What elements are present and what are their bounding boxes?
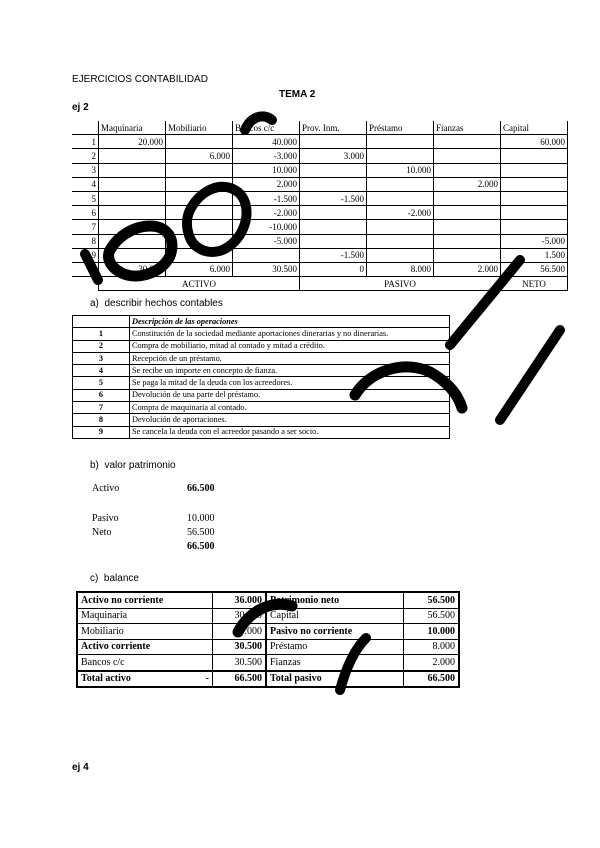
ledger-cell — [434, 206, 501, 220]
ledger-cell — [300, 234, 367, 248]
ledger-row — [72, 135, 568, 149]
ledger-row-number: 1 — [72, 135, 99, 149]
ledger-cell: 2.000 — [233, 177, 300, 191]
section-a-title: describir hechos contables — [104, 298, 223, 309]
ledger-cell — [367, 220, 434, 234]
balance-asset-label — [77, 592, 213, 608]
operation-number: 6 — [73, 389, 130, 401]
ledger-cell: 10.000 — [99, 220, 166, 234]
ledger-column-header: Préstamo — [367, 121, 434, 135]
ledger-row — [72, 206, 568, 220]
exercise-label: ej 2 — [72, 102, 89, 113]
ledger-table — [72, 121, 568, 291]
balance-asset-label-text: Bancos c/c — [81, 656, 125, 668]
operations-header-blank — [73, 316, 130, 328]
patrimonio-total-value: 66.500 — [187, 541, 215, 552]
operation-number: 3 — [73, 352, 130, 364]
ledger-cell: -1.500 — [233, 191, 300, 205]
operation-row — [73, 328, 450, 340]
ledger-cell — [434, 191, 501, 205]
patrimonio-neto-label: Neto — [92, 527, 112, 538]
patrimonio-pasivo-label: Pasivo — [92, 513, 119, 524]
ledger-group-pasivo: PASIVO — [300, 277, 501, 291]
balance-asset-value: 30.500 — [213, 639, 267, 655]
balance-asset-label — [77, 608, 213, 624]
ledger-row-number: 9 — [72, 248, 99, 262]
ledger-row-number: 2 — [72, 149, 99, 163]
ledger-cell — [233, 248, 300, 262]
ledger-cell: -10.000 — [233, 220, 300, 234]
ledger-cell: 20.000 — [99, 135, 166, 149]
ledger-total-cell: 2.000 — [434, 262, 501, 276]
operation-description: Se recibe un importe en concepto de fianza. — [130, 365, 450, 377]
ledger-column-header: Maquinaria — [99, 121, 166, 135]
operation-number: 1 — [73, 328, 130, 340]
operation-row — [73, 402, 450, 414]
ledger-row — [72, 149, 568, 163]
patrimonio-pasivo-value: 10.000 — [187, 513, 215, 524]
ledger-cell: -1.500 — [300, 248, 367, 262]
balance-asset-value: 66.500 — [213, 671, 267, 688]
ledger-cell: 10.000 — [233, 163, 300, 177]
ledger-cell — [434, 149, 501, 163]
balance-asset-label — [77, 655, 213, 671]
operation-description: Recepción de un préstamo. — [130, 352, 450, 364]
ledger-cell — [501, 206, 568, 220]
section-c-title: balance — [103, 573, 139, 584]
operation-number: 4 — [73, 365, 130, 377]
balance-asset-label — [77, 639, 213, 655]
ledger-cell: 3.000 — [300, 149, 367, 163]
ledger-cell — [300, 220, 367, 234]
ledger-cell — [99, 191, 166, 205]
section-c-label: c) — [90, 573, 99, 584]
ledger-groups-blank — [72, 277, 99, 291]
patrimonio-activo-value: 66.500 — [187, 483, 215, 494]
balance-liability-label: Total pasivo — [266, 671, 404, 688]
ledger-cell — [99, 234, 166, 248]
section-title: TEMA 2 — [279, 89, 316, 100]
ledger-cell — [434, 135, 501, 149]
operation-number: 7 — [73, 402, 130, 414]
ledger-cell — [501, 177, 568, 191]
ledger-total-cell: 6.000 — [166, 262, 233, 276]
balance-liability-value: 10.000 — [404, 624, 460, 640]
section-a-label: a) — [90, 298, 99, 309]
ledger-cell — [300, 135, 367, 149]
operation-row — [73, 377, 450, 389]
ledger-row-number: 8 — [72, 234, 99, 248]
ledger-total-cell: 8.000 — [367, 262, 434, 276]
ledger-corner-cell — [72, 121, 99, 135]
balance-asset-label — [77, 624, 213, 640]
balance-liability-label: Patrimonio neto — [266, 592, 404, 608]
ledger-row — [72, 220, 568, 234]
operation-description: Se paga la mitad de la deuda con los acreedores. — [130, 377, 450, 389]
ledger-row — [72, 163, 568, 177]
operation-row — [73, 365, 450, 377]
ledger-cell: -2.000 — [367, 206, 434, 220]
ledger-total-cell: 0 — [300, 262, 367, 276]
ledger-cell — [166, 220, 233, 234]
ledger-cell: -5.000 — [501, 234, 568, 248]
balance-liability-value: 56.500 — [404, 608, 460, 624]
ledger-cell — [300, 163, 367, 177]
ledger-group-neto: NETO — [501, 277, 568, 291]
balance-liability-value: 8.000 — [404, 639, 460, 655]
ledger-cell — [434, 248, 501, 262]
ledger-cell — [367, 149, 434, 163]
operation-row — [73, 352, 450, 364]
ledger-cell: -1.500 — [300, 191, 367, 205]
balance-asset-value: 36.000 — [213, 592, 267, 608]
ledger-cell — [99, 163, 166, 177]
operation-row — [73, 389, 450, 401]
ledger-cell: 1.500 — [501, 248, 568, 262]
ledger-cell — [367, 234, 434, 248]
ledger-cell — [166, 248, 233, 262]
ledger-row-number: 5 — [72, 191, 99, 205]
balance-asset-label-text: Activo corriente — [81, 641, 151, 653]
balance-asset-label-text: Mobiliario — [81, 625, 124, 637]
ledger-total-cell: 30.500 — [233, 262, 300, 276]
ledger-cell: 2.000 — [434, 177, 501, 191]
ledger-cell — [501, 220, 568, 234]
ledger-cell: 6.000 — [166, 149, 233, 163]
operations-header-row — [73, 316, 450, 328]
balance-asset-value: 30.500 — [213, 655, 267, 671]
ledger-cell — [166, 177, 233, 191]
ledger-cell — [166, 135, 233, 149]
watermark-stroke — [500, 330, 560, 420]
ledger-cell: 10.000 — [367, 163, 434, 177]
balance-liability-label: Capital — [266, 608, 404, 624]
balance-liability-value: 56.500 — [404, 592, 460, 608]
ledger-column-header: Fianzas — [434, 121, 501, 135]
operation-description: Devolución de una parte del préstamo. — [130, 389, 450, 401]
ledger-cell — [367, 191, 434, 205]
ledger-group-activo: ACTIVO — [99, 277, 300, 291]
ledger-cell — [300, 177, 367, 191]
section-a-heading — [90, 298, 223, 309]
ledger-row — [72, 234, 568, 248]
ledger-cell — [166, 163, 233, 177]
balance-liability-value: 2.000 — [404, 655, 460, 671]
ledger-cell — [367, 135, 434, 149]
balance-row — [77, 671, 459, 688]
section-c-heading — [90, 573, 139, 584]
ledger-total-cell: 30.000 — [99, 262, 166, 276]
ledger-column-header: Capital — [501, 121, 568, 135]
operation-description: Constitución de la sociedad mediante aportaciones dinerarias y no dinerarias. — [130, 328, 450, 340]
balance-row — [77, 639, 459, 655]
ledger-header-row — [72, 121, 568, 135]
ledger-column-header: Bancos c/c — [233, 121, 300, 135]
balance-table — [76, 591, 460, 688]
balance-asset-label — [77, 671, 213, 688]
ledger-cell — [434, 234, 501, 248]
ledger-cell — [434, 163, 501, 177]
ledger-cell: -2.000 — [233, 206, 300, 220]
balance-row — [77, 655, 459, 671]
balance-row — [77, 608, 459, 624]
balance-liability-label: Préstamo — [266, 639, 404, 655]
ledger-column-header: Mobiliario — [166, 121, 233, 135]
ledger-cell — [99, 149, 166, 163]
operations-table — [72, 315, 450, 439]
ledger-cell — [367, 248, 434, 262]
ledger-cell — [501, 149, 568, 163]
operations-header: Descripción de las operaciones — [130, 316, 450, 328]
ledger-cell: 60.000 — [501, 135, 568, 149]
ledger-cell — [434, 220, 501, 234]
balance-liability-label: Pasivo no corriente — [266, 624, 404, 640]
ledger-cell — [99, 248, 166, 262]
operation-description: Compra de maquinaria al contado. — [130, 402, 450, 414]
patrimonio-activo-label: Activo — [92, 483, 120, 494]
ledger-cell — [501, 191, 568, 205]
patrimonio-neto-value: 56.500 — [187, 527, 215, 538]
ledger-cell — [99, 206, 166, 220]
balance-asset-label-text: Activo no corriente — [81, 594, 164, 606]
balance-row — [77, 624, 459, 640]
operation-row — [73, 426, 450, 438]
balance-dash: - — [205, 673, 209, 685]
operation-description: Compra de mobiliario, mitad al contado y mitad a crédito. — [130, 340, 450, 352]
balance-liability-label: Fianzas — [266, 655, 404, 671]
ledger-row-number: 6 — [72, 206, 99, 220]
section-b-label: b) — [90, 460, 99, 471]
ledger-cell — [300, 206, 367, 220]
balance-asset-label-text: Total activo — [81, 673, 131, 685]
ledger-total-cell: 56.500 — [501, 262, 568, 276]
ledger-row-number: 3 — [72, 163, 99, 177]
section-b-title: valor patrimonio — [104, 460, 176, 471]
ledger-cell: -5.000 — [233, 234, 300, 248]
ledger-cell — [166, 191, 233, 205]
ledger-totals-blank — [72, 262, 99, 276]
ledger-cell: -3.000 — [233, 149, 300, 163]
operation-row — [73, 414, 450, 426]
operation-number: 9 — [73, 426, 130, 438]
ledger-row-number: 4 — [72, 177, 99, 191]
operation-row — [73, 340, 450, 352]
balance-row — [77, 592, 459, 608]
ledger-cell — [166, 234, 233, 248]
ledger-cell — [166, 206, 233, 220]
document-title: EJERCICIOS CONTABILIDAD — [72, 74, 208, 85]
ledger-totals-row — [72, 262, 568, 276]
ledger-row — [72, 177, 568, 191]
section-b-heading — [90, 460, 176, 471]
ledger-cell — [99, 177, 166, 191]
ledger-cell — [367, 177, 434, 191]
balance-liability-value: 66.500 — [404, 671, 460, 688]
exercise-label-2: ej 4 — [72, 762, 89, 773]
ledger-cell: 40.000 — [233, 135, 300, 149]
balance-asset-value: 30.000 — [213, 608, 267, 624]
operation-number: 8 — [73, 414, 130, 426]
ledger-column-header: Prov. Inm. — [300, 121, 367, 135]
operation-number: 5 — [73, 377, 130, 389]
ledger-row-number: 7 — [72, 220, 99, 234]
balance-asset-label-text: Maquinaria — [81, 610, 128, 622]
operation-number: 2 — [73, 340, 130, 352]
ledger-groups-row — [72, 277, 568, 291]
operation-description: Devolución de aportaciones. — [130, 414, 450, 426]
ledger-row — [72, 248, 568, 262]
ledger-cell — [501, 163, 568, 177]
balance-asset-value: 6.000 — [213, 624, 267, 640]
ledger-row — [72, 191, 568, 205]
operation-description: Se cancela la deuda con el acreedor pasando a ser socio. — [130, 426, 450, 438]
